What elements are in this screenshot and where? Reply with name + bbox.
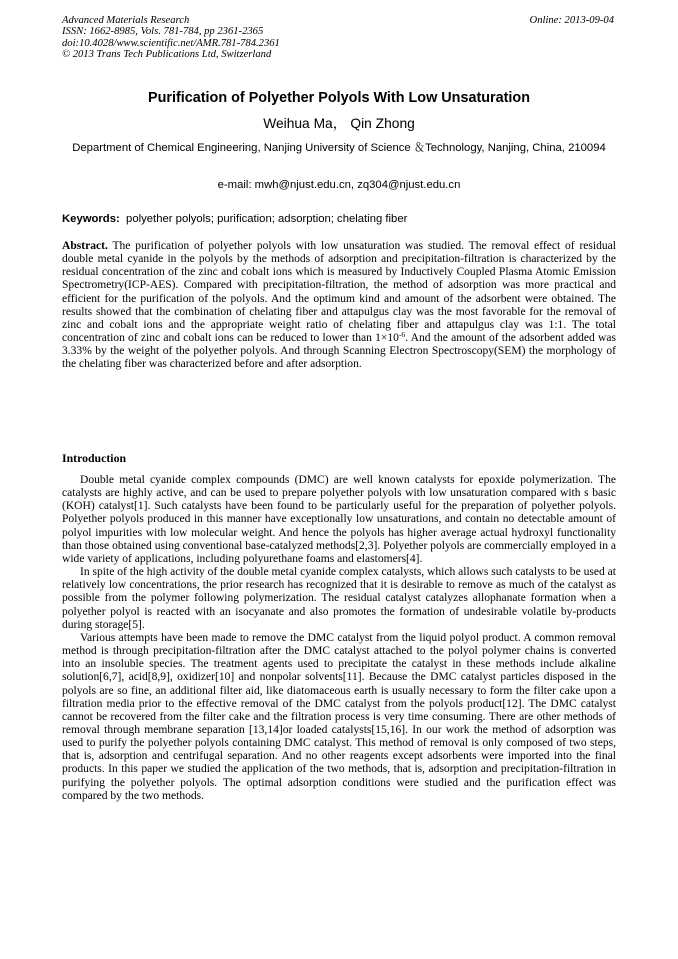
issn-line: ISSN: 1662-8985, Vols. 781-784, pp 2361-2365 [62, 26, 264, 38]
abstract-label: Abstract. [62, 240, 108, 252]
paper-title: Purification of Polyether Polyols With Low Unsaturation [147, 90, 531, 106]
abstract-text-part2: . And the amount of the adsorbent added was 3.33% by the weight of the polyether polyols. And through Scanning Electron Spectroscopy(SEM) the morphology of the chelating fiber was characterized before and after adsorption. [62, 332, 616, 371]
abstract-text-part1: The purification of polyether polyols with low unsaturation was studied. The removal effect of residual double metal cyanide in the polyols by the methods of adsorption and precipitation-filtration is characterized by the residual concentration of the zinc and cobalt ions which is measured by Inductively Coupled Plasma Atomic Emission Spectrometry(ICP-AES). Compared with precipitation-filtration, the method of adsorption was more practical and efficient for the purification of the polyols. And the optimum kind and amount of the adsorbent were obtained. The results showed that the combination of chelating fiber and attapulgus clay was the most favorable for the removal of zinc and cobalt ions and the appropriate weight ratio of chelating fiber and attapulgus clay was 1:1. The total concentration of zinc and cobalt ions can be reduced to lower than 1×10 [62, 240, 616, 345]
online-date: Online: 2013-09-04 [529, 15, 614, 26]
intro-paragraph: Various attempts have been made to remove the DMC catalyst from the liquid polyol product. A common removal method is through precipitation-filtration after the DMC catalyst attached to the polyol polymer chains is converted into an insoluble species. The treatment agents used to precipitate the catalyst in these methods include alkaline solution[6,7], acid[8,9], oxidizer[10] and nonpolar solvents[11]. Because the DMC catalyst particles disposed in the polyols are so fine, an additional filter aid, like diatomaceous earth is usually necessary to form the filter cake upon a filtration media prior to the effective removal of the DMC catalyst from the polyols product[12]. The DMC catalyst cannot be recovered from the filter cake and the filtration process is very time consuming. There are other methods of removal through membrane separation [13,14]or loaded catalysts[15,16]. In our work the method of adsorption was used to purify the polyether polyols containing DMC catalyst. This method of removal is only composed of two steps, that is, adsorption and centrifugal separation. And no other reagents except adsorbents were imported into the final products. In this paper we studied the application of the two methods, that is, adsorption and precipitation-filtration in purifying the polyether polyols. The optimal adsorption conditions were studied and the purification effect was compared by the two methods. [62, 631, 616, 802]
affiliation: Department of Chemical Engineering, Nanjing University of Science ＆Technology, Nanjing, China, 210094 [72, 142, 606, 154]
abstract-section [62, 240, 616, 372]
journal-name: Advanced Materials Research [62, 15, 190, 26]
copyright-line: © 2013 Trans Tech Publications Ltd, Switzerland [62, 49, 272, 61]
keywords-section [62, 212, 616, 226]
paper-authors: Weihua Ma， Qin Zhong [263, 116, 415, 131]
intro-paragraph: Double metal cyanide complex compounds (DMC) are well known catalysts for epoxide polymerization. The catalysts are highly active, and can be used to prepare polyether polyols with low unsaturation compared with s basic (KOH) catalyst[1]. Such catalysts have been found to be particularly useful for the preparation of polyether polyols. Polyether polyols produced in this manner have exceptionally low unsaturations, and contain no detectable amount of polyol impurities with low molecular weight. And hence the polyols has higher average actual hydroxyl functionality than those obtained using conventional base-catalyzed methods[2,3]. Polyether polyols are commercially employed in a wide variety of applications, including polyurethane foams and elastomers[4]. [62, 474, 616, 565]
email-line: e-mail: mwh@njust.edu.cn, zq304@njust.edu.cn [217, 179, 461, 191]
keywords-text: polyether polyols; purification; adsorption; chelating fiber [126, 213, 408, 225]
journal-header [62, 15, 422, 61]
keywords-label: Keywords: [62, 213, 120, 225]
introduction-body [62, 474, 616, 803]
doi-line: doi:10.4028/www.scientific.net/AMR.781-784.2361 [62, 37, 280, 49]
introduction-heading: Introduction [62, 451, 127, 465]
abstract-exponent: -6 [398, 330, 406, 340]
intro-paragraph: In spite of the high activity of the double metal cyanide complex catalysts, which allows such catalysts to be used at relatively low concentrations, the prior research has recognized that it is desirable to remove as much of the catalyst as possible from the polymer following polymerization. The residual catalyst catalyzes allophanate formation when a polyether polyol is reacted with an isocyanate and also promotes the formation of undesirable volatile by-products during storage[5]. [62, 566, 616, 631]
